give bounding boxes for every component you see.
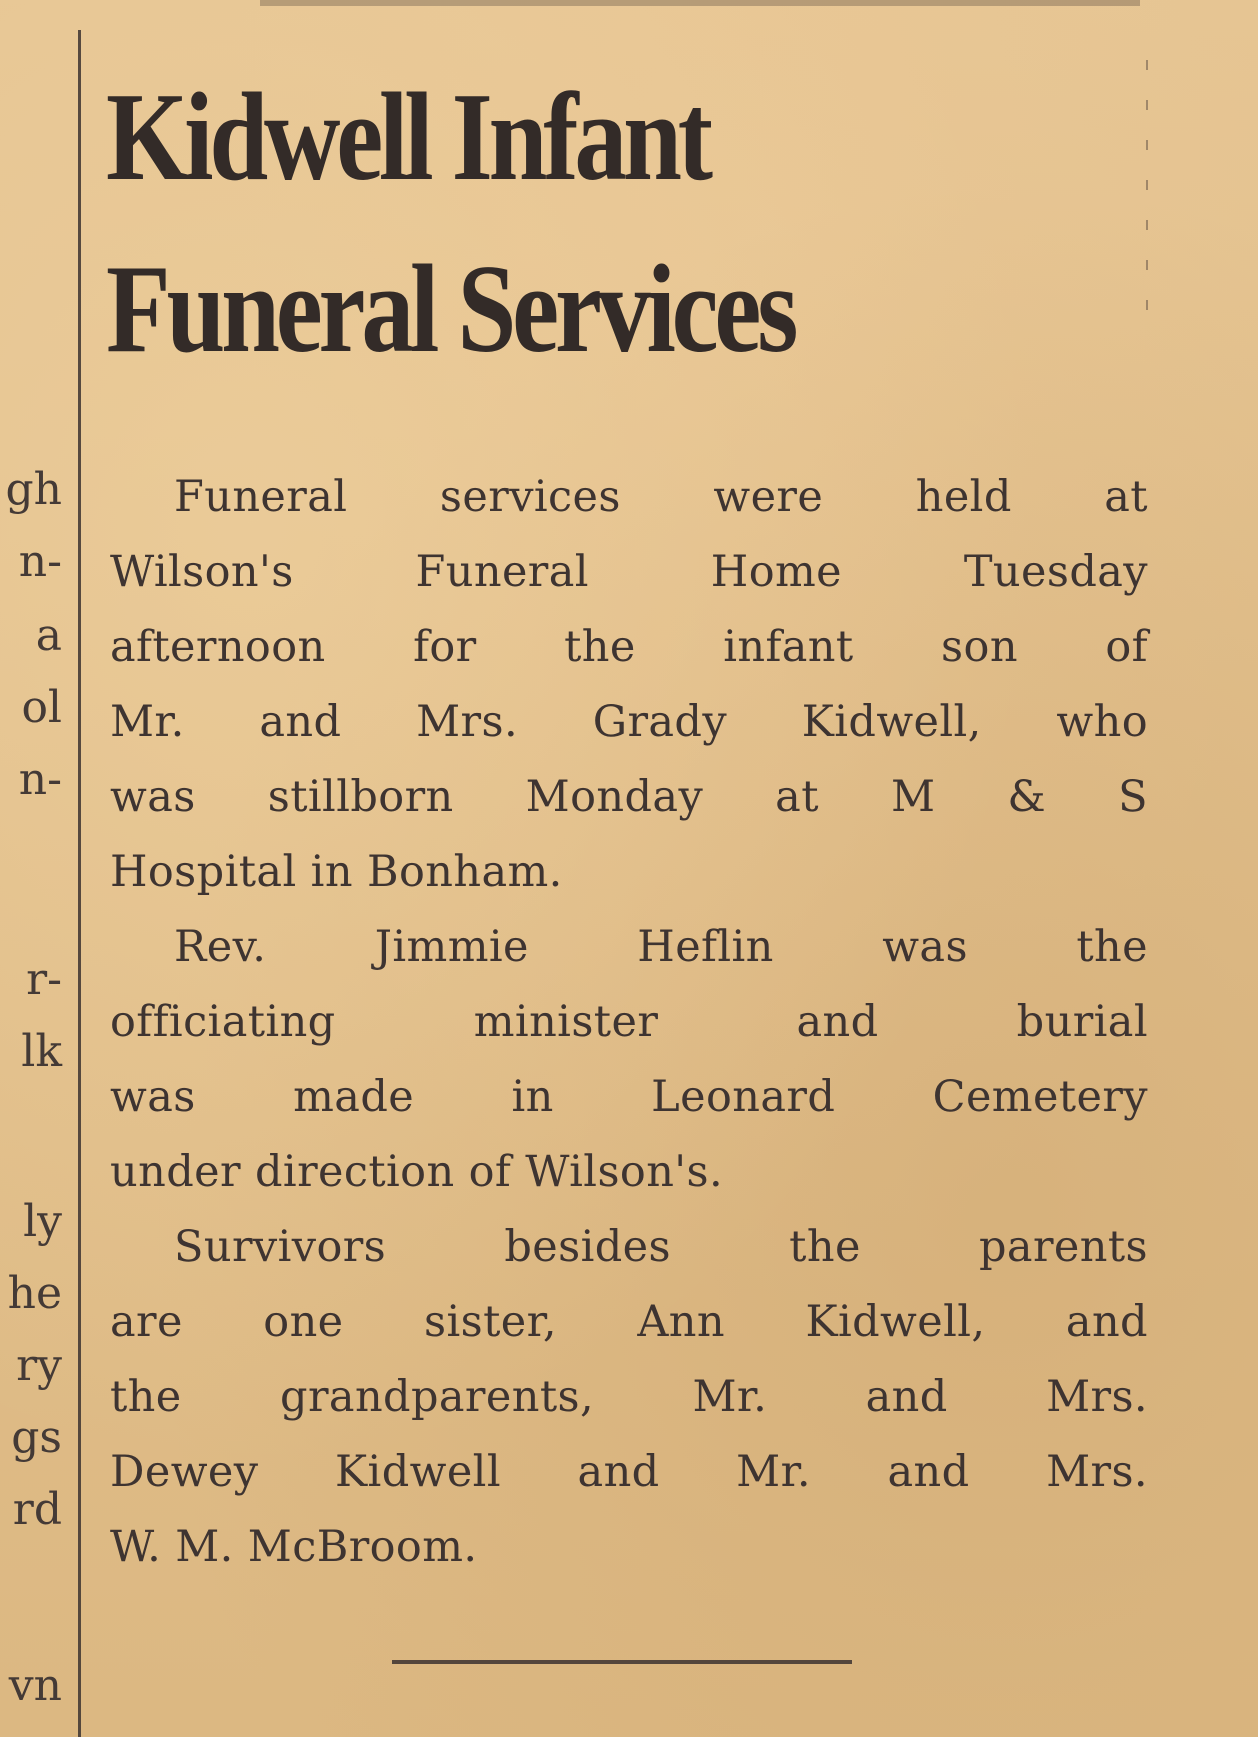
previous-column-fragment: rd <box>12 1484 62 1535</box>
previous-column-fragments <box>0 0 66 1737</box>
previous-column-fragment: ly <box>23 1196 62 1247</box>
headline-line-1: Kidwell Infant <box>106 68 709 207</box>
text-line: was stillborn Monday at M & S <box>110 772 1148 822</box>
text-line: are one sister, Ann Kidwell, and <box>110 1297 1148 1347</box>
previous-column-fragment: gs <box>11 1412 62 1463</box>
previous-column-fragment: a <box>35 610 62 661</box>
article-body <box>110 460 1148 1585</box>
text-line: Hospital in Bonham. <box>110 847 563 897</box>
text-line: Wilson's Funeral Home Tuesday <box>110 547 1148 597</box>
text-line: afternoon for the infant son of <box>110 622 1148 672</box>
previous-column-fragment: gh <box>5 464 62 515</box>
previous-column-fragment: vn <box>8 1660 62 1711</box>
right-edge-dotted-rule <box>1146 60 1148 320</box>
previous-column-fragment: n- <box>18 536 62 587</box>
text-line: Survivors besides the parents <box>174 1222 1148 1272</box>
article-paragraph <box>110 1210 1148 1585</box>
text-line: under direction of Wilson's. <box>110 1147 724 1197</box>
article-headline <box>106 52 963 396</box>
article-paragraph <box>110 460 1148 910</box>
text-line: Rev. Jimmie Heflin was the <box>174 922 1148 972</box>
previous-column-fragment: n- <box>18 754 62 805</box>
text-line: officiating minister and burial <box>110 997 1148 1047</box>
previous-column-fragment: r- <box>26 954 62 1005</box>
article-end-rule <box>392 1660 852 1664</box>
top-border-fragment <box>260 0 1140 6</box>
previous-column-fragment: lk <box>21 1026 62 1077</box>
previous-column-fragment: ol <box>21 682 62 733</box>
article-paragraph <box>110 910 1148 1210</box>
text-line: the grandparents, Mr. and Mrs. <box>110 1372 1148 1422</box>
text-line: W. M. McBroom. <box>110 1522 478 1572</box>
headline-line-2: Funeral Services <box>106 240 795 379</box>
text-line: Mr. and Mrs. Grady Kidwell, who <box>110 697 1148 747</box>
previous-column-fragment: ry <box>16 1340 62 1391</box>
column-divider-rule <box>78 30 81 1737</box>
text-line: Funeral services were held at <box>174 472 1148 522</box>
text-line: was made in Leonard Cemetery <box>110 1072 1148 1122</box>
text-line: Dewey Kidwell and Mr. and Mrs. <box>110 1447 1148 1497</box>
previous-column-fragment: he <box>7 1268 62 1319</box>
